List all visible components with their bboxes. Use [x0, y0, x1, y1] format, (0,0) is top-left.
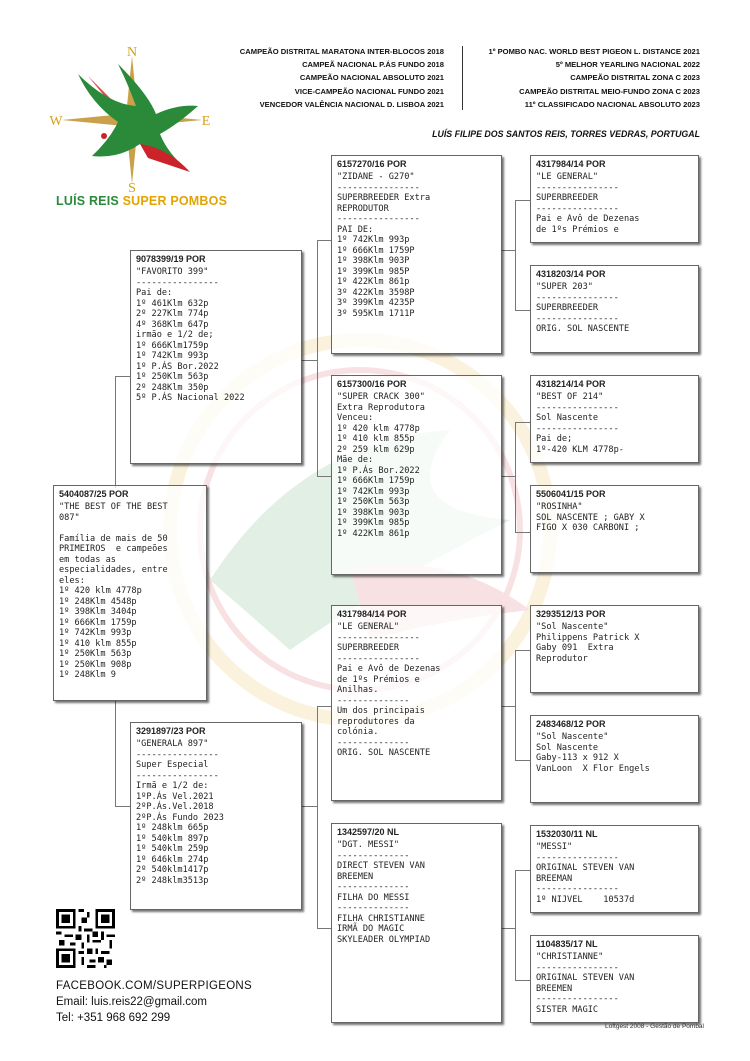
connector [115, 700, 116, 806]
connector [302, 806, 318, 807]
connector [115, 806, 130, 807]
ring-number: 4317984/14 POR [536, 159, 606, 169]
pigeon-card-sss [530, 155, 699, 243]
pigeon-details: "Sol Nascente" Sol Nascente Gaby-113 x 912 X VanLoon X Flor Engels [536, 732, 650, 774]
contact-block [56, 979, 252, 1026]
pigeon-card-dss [530, 605, 699, 693]
pigeon-details: "BEST OF 214" ---------------- Sol Nascente ---------------- Pai de; 1º-420 KLM 4778p- [536, 392, 624, 455]
pigeon-card-dsd [530, 715, 699, 803]
pigeon-details: "LE GENERAL" ---------------- SUPERBREEDER ---------------- Pai e Avô de Dezenas de 1ºs Prémios e Anilhas. -------------- Um dos principais reprodutores da colónia. -------------- ORIG. SOL NASCENTE [337, 622, 441, 758]
ring-number: 2483468/12 POR [536, 719, 606, 729]
ring-number: 5404087/25 POR [59, 489, 129, 499]
connector [317, 240, 318, 476]
pigeon-card-sire-sire [331, 155, 502, 354]
pigeon-card-sds [530, 375, 699, 463]
connector [515, 870, 530, 871]
ring-number: 4318203/14 POR [536, 269, 606, 279]
pigeon-details: "Sol Nascente" Philippens Patrick X Gaby 091 Extra Reprodutor [536, 622, 640, 664]
connector [502, 928, 516, 929]
brand-part1: LUÍS REIS [56, 194, 119, 208]
brand-name [56, 194, 227, 208]
connector [515, 760, 530, 761]
connector [302, 360, 318, 361]
compass-dove-logo [48, 44, 216, 194]
title-left-4: VICE-CAMPEÃO NACIONAL FUNDO 2021 [294, 86, 444, 96]
qr-code-icon[interactable] [56, 909, 115, 968]
connector [515, 200, 530, 201]
pigeon-card-dds [530, 825, 699, 913]
ring-number: 3293512/13 POR [536, 609, 606, 619]
connector [115, 376, 130, 377]
title-right-3: CAMPEÃO DISTRITAL ZONA C 2023 [570, 73, 700, 83]
connector [515, 310, 530, 311]
connector [515, 980, 530, 981]
title-right-1: 1º POMBO NAC. WORLD BEST PIGEON L. DISTANCE 2021 [488, 47, 700, 56]
pigeon-card-sdd [530, 485, 699, 573]
ring-number: 4318214/14 POR [536, 379, 606, 389]
connector [317, 928, 331, 929]
title-right-2: 5º MELHOR YEARLING NACIONAL 2022 [555, 60, 700, 70]
pigeon-card-ddd [530, 935, 699, 1023]
phone-link[interactable]: Tel: +351 968 692 299 [56, 1011, 171, 1024]
pigeon-card-sire [130, 250, 302, 464]
compass-s: S [128, 181, 136, 194]
pigeon-details: "ZIDANE - G270" ---------------- SUPERBREEDER Extra REPRODUTOR ---------------- PAI DE: 1º 742Klm 993p 1º 666Klm 1759P 1º 398Klm 903P 1º 399Klm 985P 1º 422Klm 861p 3º 422Klm 3598P 3º 399Klm 4235P 3º 595Klm 1711P [337, 172, 431, 319]
pigeon-details: "CHRISTIANNE" ---------------- ORIGINAL STEVEN VAN BREEMEN ---------------- SISTER MAGIC [536, 952, 635, 1015]
connector [515, 200, 516, 310]
brand-part2: SUPER POMBOS [122, 194, 228, 208]
pigeon-details: "MESSI" ---------------- ORIGINAL STEVEN VAN BREEMAN ---------------- 1º NIJVEL 10537d [536, 842, 635, 905]
pigeon-card-sire-dam [331, 375, 502, 575]
title-right-4: CAMPEÃO DISTRITAL MEIO-FUNDO ZONA C 2023 [519, 86, 700, 96]
pigeon-details: "FAVORITO 399" ---------------- Pai de: 1º 461Klm 632p 2º 227Klm 774p 4º 368Klm 647p irmão e 1/2 de; 1º 666Klm1759p 1º 742Klm 993p 1º P.ÁS Bor.2022 1º 250Klm 563p 2º 248Klm 350p 5º P.ÁS Nacional 2022 [136, 267, 245, 403]
pigeon-details: "THE BEST OF THE BEST 087" Família de mais de 50 PRIMEIROS e campeões em todas as especialidades, entre eles: 1º 420 klm 4778p 1º 248Klm 4548p 1º 398Klm 3404p 1º 666Klm 1759p 1º 742Klm 993p 1º 410 klm 855p 1º 250Klm 563p 1º 250Klm 908p 1º 248Klm 9 [59, 502, 168, 680]
owner-name: LUÍS FILIPE DOS SANTOS REIS, TORRES VEDRAS, PORTUGAL [432, 129, 700, 139]
ring-number: 6157270/16 POR [337, 159, 407, 169]
connector [515, 422, 530, 423]
ring-number: 1532030/11 NL [536, 829, 598, 839]
compass-e: E [201, 114, 211, 129]
connector [515, 532, 530, 533]
connector [115, 376, 116, 488]
titles-right [478, 45, 700, 111]
connector [502, 476, 516, 477]
pigeon-details: "GENERALA 897" ---------------- Super Especial ---------------- Irmã e 1/2 de: 1ºP.Ás Vel.2021 2ºP.Ás.Vel.2018 2ºP.Ás Fundo 2023 1º 248klm 665p 1º 540klm 897p 1º 540klm 259p 1º 646klm 274p 2º 540klm1417p 2º 248klm3513p [136, 739, 224, 886]
connector [515, 650, 530, 651]
title-left-3: CAMPEÃO NACIONAL ABSOLUTO 2021 [299, 73, 444, 83]
ring-number: 4317984/14 POR [337, 609, 407, 619]
pigeon-card-dam [130, 722, 302, 910]
email-link[interactable]: Email: luis.reis22@gmail.com [56, 995, 207, 1008]
ring-number: 3291897/23 POR [136, 726, 206, 736]
pigeon-card-dam-sire [331, 605, 502, 801]
pigeon-details: "SUPER CRACK 300" Extra Reprodutora Venceu: 1º 420 klm 4778p 1º 410 klm 855p 2º 259 klm 629p Mãe de: 1º P.Ás Bor.2022 1º 666Klm 1759p 1º 742Klm 993p 1º 250Klm 563p 1º 398Klm 903p 1º 399Klm 985p 1º 422Klm 861p [337, 392, 425, 539]
pigeon-details: "DGT. MESSI" -------------- DIRECT STEVEN VAN BREEMEN -------------- FILHA DO MESSI -------------- FILHA CHRISTIANNE IRMÃ DO MAGIC SKYLEADER OLYMPIAD [337, 840, 431, 945]
footer-credit: Loftgest 2008 - Gestão de Pombal [604, 1023, 704, 1030]
connector [515, 870, 516, 980]
pigeon-card-dam-dam [331, 823, 502, 1023]
title-left-1: CAMPEÃO DISTRITAL MARATONA INTER-BLOCOS 2018 [239, 47, 444, 56]
connector [317, 476, 331, 477]
titles-divider [462, 46, 463, 110]
pigeon-details: "LE GENERAL" ---------------- SUPERBREEDER ---------------- Pai e Avô de Dezenas de 1ºs Prémios e [536, 172, 640, 235]
connector [317, 706, 318, 928]
connector [515, 422, 516, 532]
connector [515, 650, 516, 760]
titles-left [240, 45, 444, 111]
connector [317, 706, 331, 707]
ring-number: 1342597/20 NL [337, 827, 400, 837]
compass-w: W [49, 114, 63, 129]
title-right-5: 11º CLASSIFICADO NACIONAL ABSOLUTO 2023 [524, 99, 700, 109]
pigeon-details: "ROSINHA" SOL NASCENTE ; GABY X FIGO X 030 CARBONI ; [536, 502, 645, 533]
pigeon-card-ssd [530, 265, 699, 353]
facebook-link[interactable]: FACEBOOK.COM/SUPERPIGEONS [56, 980, 253, 992]
connector [317, 240, 331, 241]
ring-number: 6157300/16 POR [337, 379, 407, 389]
connector [502, 706, 516, 707]
compass-n: N [126, 45, 138, 60]
ring-number: 5506041/15 POR [536, 489, 606, 499]
title-left-5: VENCEDOR VALÊNCIA NACIONAL D. LISBOA 2021 [259, 99, 444, 109]
pigeon-card-subject [53, 485, 207, 701]
ring-number: 1104835/17 NL [536, 939, 598, 949]
connector [502, 250, 516, 251]
ring-number: 9078399/19 POR [136, 254, 206, 264]
title-left-2: CAMPEÃ NACIONAL P.ÁS FUNDO 2018 [302, 60, 444, 70]
pigeon-details: "SUPER 203" ---------------- SUPERBREEDER ---------------- ORIG. SOL NASCENTE [536, 282, 630, 334]
